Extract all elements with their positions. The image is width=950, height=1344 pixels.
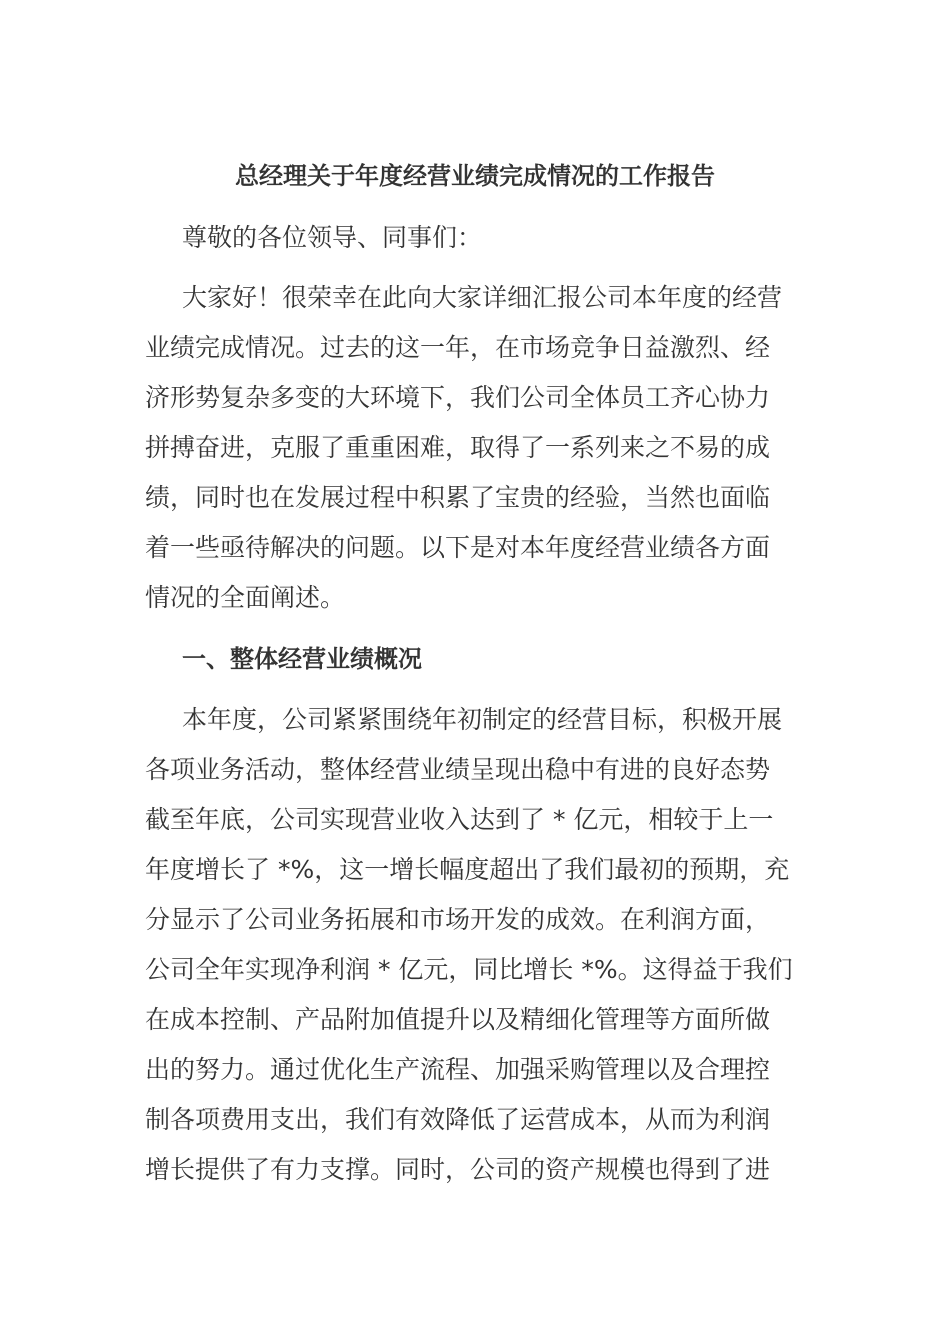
- paragraph-line: 济形势复杂多变的大环境下，我们公司全体员工齐心协力: [145, 383, 771, 412]
- paragraph-line: 公司全年实现净利润 * 亿元，同比增长 *%。这得益于我们: [145, 955, 793, 984]
- paragraph-line: 年度增长了 *%，这一增长幅度超出了我们最初的预期，充: [145, 855, 790, 884]
- paragraph-line: 本年度，公司紧紧围绕年初制定的经营目标，积极开展: [182, 705, 783, 734]
- section-heading: 一、整体经营业绩概况: [182, 645, 422, 673]
- paragraph-line: 在成本控制、产品附加值提升以及精细化管理等方面所做: [145, 1005, 771, 1034]
- paragraph-line: 分显示了公司业务拓展和市场开发的成效。在利润方面，: [145, 905, 771, 934]
- paragraph-line: 拼搏奋进，克服了重重困难，取得了一系列来之不易的成: [145, 433, 771, 462]
- paragraph-line: 增长提供了有力支撑。同时，公司的资产规模也得到了进: [145, 1155, 771, 1184]
- paragraph-line: 各项业务活动，整体经营业绩呈现出稳中有进的良好态势: [145, 755, 771, 784]
- paragraph-line: 截至年底，公司实现营业收入达到了 * 亿元，相较于上一: [145, 805, 774, 834]
- paragraph-line: 大家好！很荣幸在此向大家详细汇报公司本年度的经营: [182, 283, 783, 312]
- paragraph-line: 情况的全面阐述。: [145, 583, 346, 612]
- paragraph-line: 着一些亟待解决的问题。以下是对本年度经营业绩各方面: [145, 533, 771, 562]
- paragraph-line: 绩，同时也在发展过程中积累了宝贵的经验，当然也面临: [145, 483, 771, 512]
- paragraph-line: 制各项费用支出，我们有效降低了运营成本，从而为利润: [145, 1105, 771, 1134]
- document-title: 总经理关于年度经营业绩完成情况的工作报告: [235, 162, 715, 190]
- salutation: 尊敬的各位领导、同事们：: [182, 223, 483, 252]
- paragraph-line: 出的努力。通过优化生产流程、加强采购管理以及合理控: [145, 1055, 771, 1084]
- paragraph-line: 业绩完成情况。过去的这一年，在市场竞争日益激烈、经: [145, 333, 771, 362]
